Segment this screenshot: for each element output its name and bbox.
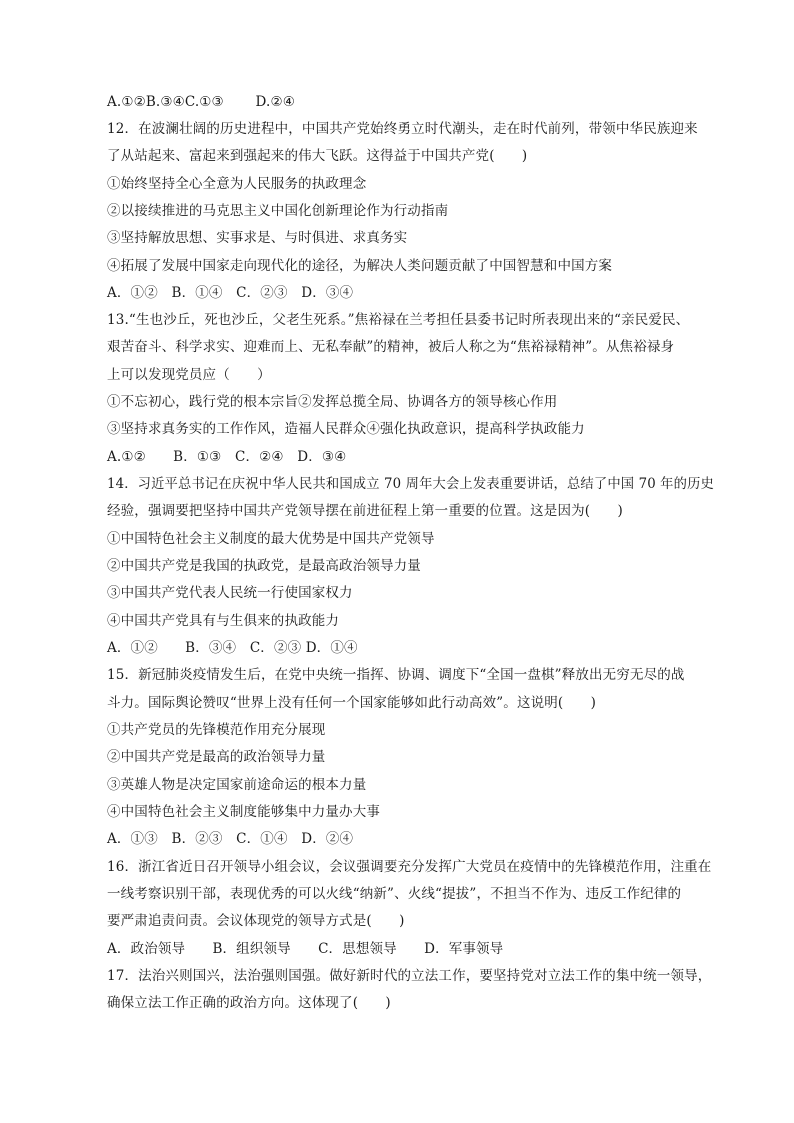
statement-3-4: ③坚持求真务实的工作作风，造福人民群众④强化执政意识，提高科学执政能力 xyxy=(107,421,585,437)
statement-3: ③中国共产党代表人民统一行使国家权力 xyxy=(107,585,353,601)
answer-options-q15: A．①③ B．②③ C．①④ D．②④ xyxy=(107,831,354,847)
question-12-line-1: 12．在波澜壮阔的历史进程中，中国共产党始终勇立时代潮头，走在时代前列，带领中华民族迎来 xyxy=(107,121,698,137)
statement-2: ②以接续推进的马克思主义中国化创新理论作为行动指南 xyxy=(107,203,449,219)
answer-options-q16: A．政治领导 B．组织领导 C．思想领导 D．军事领导 xyxy=(107,941,504,957)
answer-options-q12: A．①② B．①④ C．②③ D．③④ xyxy=(107,285,354,301)
statement-1: ①始终坚持全心全意为人民服务的执政理念 xyxy=(107,176,367,192)
answer-options-q11: A.①②B.③④C.①③ D.②④ xyxy=(107,94,295,110)
question-16-line-3: 要严肃追责问责。会议体现党的领导方式是( ) xyxy=(107,913,405,929)
statement-4: ④中国特色社会主义制度能够集中力量办大事 xyxy=(107,804,380,820)
question-15-line-2: 斗力。国际舆论赞叹“世界上没有任何一个国家能够如此行动高效”。这说明( ) xyxy=(107,695,597,711)
question-12-line-2: 了从站起来、富起来到强起来的伟大飞跃。这得益于中国共产党( ) xyxy=(107,148,528,164)
statement-2: ②中国共产党是我国的执政党，是最高政治领导力量 xyxy=(107,558,421,574)
question-14-line-1: 14．习近平总书记在庆祝中华人民共和国成立 70 周年大会上发表重要讲话，总结了中国 70 年的历史 xyxy=(107,476,714,492)
question-13-line-2: 艰苦奋斗、科学求实、迎难而上、无私奉献”的精神，被后人称之为“焦裕禄精神”。从焦裕禄身 xyxy=(107,339,675,355)
statement-1-2: ①不忘初心，践行党的根本宗旨②发挥总揽全局、协调各方的领导核心作用 xyxy=(107,394,558,410)
question-14-line-2: 经验，强调要把坚持中国共产党领导摆在前进征程上第一重要的位置。这是因为( ) xyxy=(107,503,623,519)
statement-3: ③坚持解放思想、实事求是、与时俱进、求真务实 xyxy=(107,230,408,246)
statement-3: ③英雄人物是决定国家前途命运的根本力量 xyxy=(107,777,367,793)
question-15-line-1: 15．新冠肺炎疫情发生后，在党中央统一指挥、协调、调度下“全国一盘棋”释放出无穷无尽的战 xyxy=(107,667,685,683)
statement-4: ④中国共产党具有与生俱来的执政能力 xyxy=(107,613,340,629)
answer-options-q13: A.①② B．①③ C．②④ D．③④ xyxy=(107,449,347,465)
question-13-line-1: 13.“生也沙丘，死也沙丘，父老生死系。”焦裕禄在兰考担任县委书记时所表现出来的“亲民爱民、 xyxy=(107,312,690,328)
statement-1: ①中国特色社会主义制度的最大优势是中国共产党领导 xyxy=(107,531,435,547)
question-16-line-1: 16．浙江省近日召开领导小组会议，会议强调要充分发挥广大党员在疫情中的先锋模范作用，注重在 xyxy=(107,859,712,875)
question-16-line-2: 一线考察识别干部，表现优秀的可以火线“纳新”、火线“提拔”，不担当不作为、违反工作纪律的 xyxy=(107,886,682,902)
question-17-line-1: 17．法治兴则国兴，法治强则国强。做好新时代的立法工作，要坚持党对立法工作的集中统一领导， xyxy=(107,968,712,984)
statement-2: ②中国共产党是最高的政治领导力量 xyxy=(107,749,326,765)
question-17-line-2: 确保立法工作正确的政治方向。这体现了( ) xyxy=(107,995,391,1011)
statement-1: ①共产党员的先锋模范作用充分展现 xyxy=(107,722,326,738)
statement-4: ④拓展了发展中国家走向现代化的途径，为解决人类问题贡献了中国智慧和中国方案 xyxy=(107,258,613,274)
question-13-line-3: 上可以发现党员应（ ） xyxy=(107,367,271,383)
answer-options-q14: A．①② B．③④ C．②③ D．①④ xyxy=(107,640,358,656)
